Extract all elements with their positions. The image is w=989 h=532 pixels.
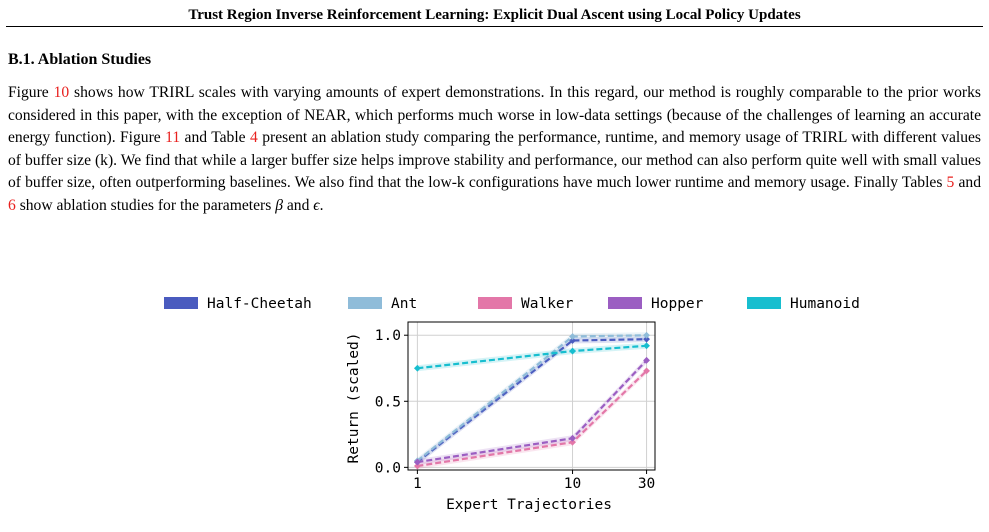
y-tick-label: 1.0 [374, 328, 401, 345]
text-run: and [954, 174, 981, 192]
legend-swatch [348, 297, 382, 309]
x-axis-label: Expert Trajectories [446, 497, 612, 513]
body-paragraph [8, 82, 981, 218]
legend-swatch [747, 297, 781, 309]
x-tick-label: 30 [637, 476, 656, 492]
legend-label: Hopper [651, 296, 704, 312]
legend-label: Humanoid [790, 296, 860, 312]
header-rule [6, 26, 983, 27]
section-title: B.1. Ablation Studies [8, 51, 152, 68]
text-run: shows how TRIRL scales with varying amounts of expert demonstrations. In this regard, our method is roughly comparable to the prior works considered in this paper, with the exception of NEAR, which performs much worse in low-data settings (because of the challenges of learning an accurate energy function). Figure [8, 84, 981, 147]
legend-swatch [608, 297, 642, 309]
legend-entry-humanoid [747, 296, 860, 312]
chart-legend [164, 296, 860, 312]
text-run: and [282, 196, 314, 214]
plot-area [375, 322, 656, 492]
table-5-link[interactable]: 5 [946, 174, 955, 192]
beta-symbol: β [275, 196, 283, 214]
legend-label: Half-Cheetah [207, 296, 312, 312]
legend-entry-walker [478, 296, 574, 312]
running-header: Trust Region Inverse Reinforcement Learning: Explicit Dual Ascent using Local Policy Updates [188, 7, 801, 23]
text-run: present an ablation study comparing the performance, runtime, and memory usage of TRIRL with different values of buffer size (k). We find that while a larger buffer size helps improve stability and performance, our method can also perform quite well with small values of buffer size, often outperforming baselines. We also find that the low-k configurations have much lower runtime and memory usage. Finally Tables [8, 129, 981, 192]
table-4-link[interactable]: 4 [250, 129, 258, 147]
x-tick-label: 10 [563, 476, 582, 492]
figure-11-link[interactable]: 11 [165, 129, 181, 147]
legend-swatch [164, 297, 198, 309]
y-tick-label: 0.0 [374, 460, 401, 477]
text-run: and Table [180, 129, 251, 147]
y-axis-label: Return (scaled) [346, 332, 362, 464]
legend-entry-hopper [608, 296, 704, 312]
legend-label: Walker [521, 296, 574, 312]
x-tick-label: 1 [413, 476, 422, 492]
legend-swatch [478, 297, 512, 309]
legend-label: Ant [391, 296, 418, 312]
text-run: show ablation studies for the parameters [15, 196, 276, 214]
text-run: Figure [8, 84, 54, 101]
figure-10-link[interactable]: 10 [53, 84, 70, 101]
table-6-link[interactable]: 6 [8, 196, 16, 214]
y-tick-label: 0.5 [374, 394, 401, 411]
legend-entry-ant [348, 296, 417, 312]
series-line-walker [417, 371, 646, 466]
text-run: . [319, 196, 324, 214]
epsilon-symbol: ϵ [313, 196, 320, 214]
legend-entry-half-cheetah [164, 296, 312, 312]
figure-line-chart [0, 280, 989, 532]
